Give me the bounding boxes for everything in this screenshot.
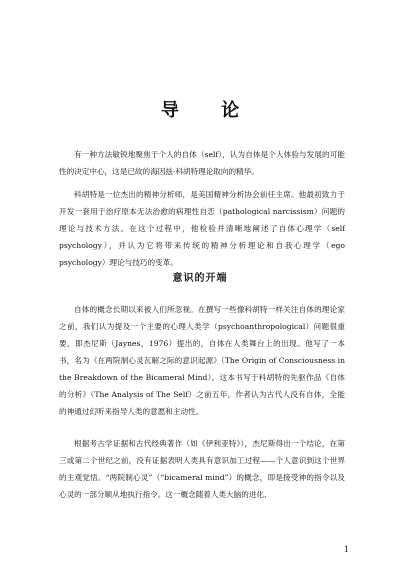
intro-paragraph: 有一种方法敏锐地聚焦于个人的自体（self），认为自体是个人体验与发展的可能性的决定中心，这是已故的海因兹·科胡特理论取向的精华。 [59,150,345,176]
chapter-title: 导 论 [160,100,258,121]
section-title: 意识的开端 [172,273,228,284]
page-number: 1 [343,545,349,554]
concept-paragraph: 自体的概念长期以来被人们所忽视。在撰写一些像科胡特一样关注自体的理论家之前，我们认为提及一个主要的心理人类学（psychoanthropological）问题很重要，即杰尼斯（Jaynes，1976）提出的，自体在人类舞台上的出现。他写了一本书，名为《在两院制心灵瓦解之际的意识起源》（The Origin of Consciousness in the Breakdown of the Bicameral Mind）。这本书写于科胡特的先驱作品《自体的分析》（The Analysis of The Self）之前五年，作者认为古代人没有自体，全能的神通过幻听来指导人类的意愿和主动性。 [59,305,345,416]
evidence-paragraph: 根据考古学证据和古代经典著作（如《伊利亚特》），杰尼斯得出一个结论，在第三或第二个世纪之前，没有证据表明人类具有意识加工过程——个人意识到这个世界的主观觉悟。“两院制心灵”（“bicameral mind”）的概念，即是接受神的指令以及心灵的一部分顺从地执行指令。这一概念随着人类大脑的进化、 [59,439,345,499]
kohut-paragraph: 科胡特是一位杰出的精神分析师，是美国精神分析协会前任主席。他最初致力于开发一套用于治疗原本无法治愈的病理性自恋（pathological narcissism）问题的理论与技术方法。在这个过程中，他检验并清晰地阐述了自体心理学（self psychology），并认为它将带来传统的精神分析理论和自我心理学（ego psychology）理论与技巧的变革。 [59,190,345,267]
